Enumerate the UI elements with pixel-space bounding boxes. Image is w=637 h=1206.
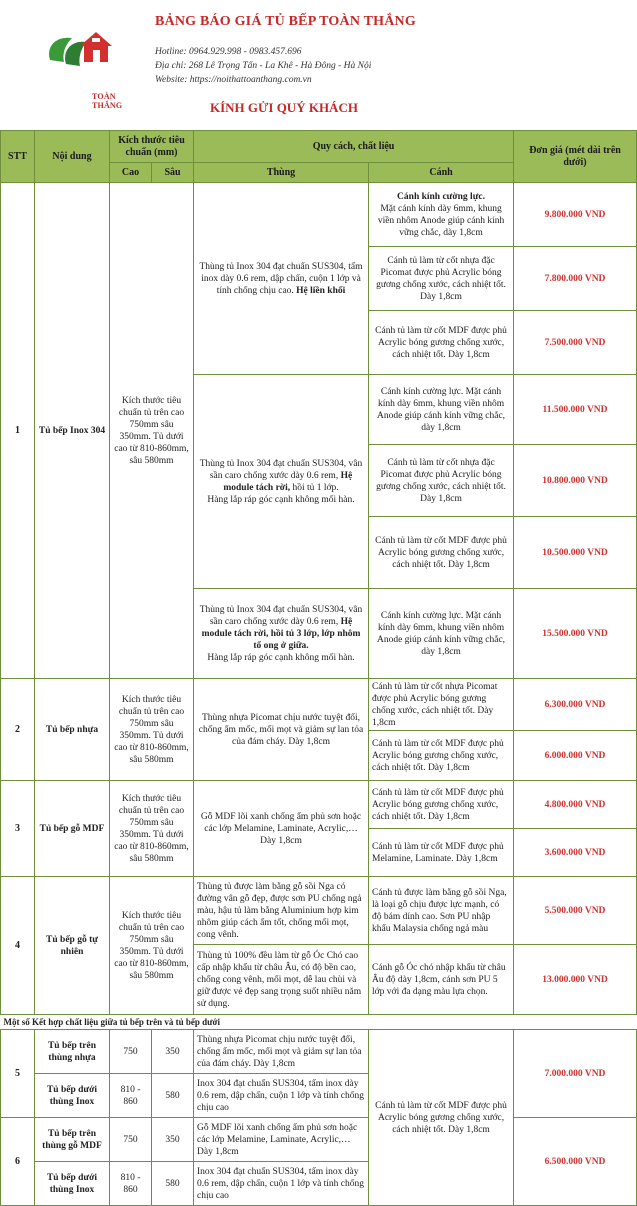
page-title: BẢNG BÁO GIÁ TỦ BẾP TOÀN THẮNG (155, 14, 416, 29)
row-price: 4.800.000 VND (514, 781, 637, 829)
row-body: Gỗ MDF lõi xanh chống ẩm phủ sơn hoặc các lớp Melamine, Laminate, Acrylic,… Dày 1,8cm (194, 781, 369, 877)
combo-title: Một số Kết hợp chất liệu giữa tủ bếp trên và tủ bếp dưới (3, 1017, 221, 1027)
header-content: Nội dung (35, 131, 110, 183)
row-door: Cánh gỗ Óc chó nhập khẩu từ châu Âu độ dày 1,8cm, cánh sơn PU 5 lớp với đa dạng màu lựa chọn. (369, 945, 514, 1015)
row-height: 750 (110, 1030, 152, 1074)
row-stt: 1 (1, 183, 35, 679)
row-body: Thùng tủ được làm bằng gỗ sồi Nga có đường vân gỗ đẹp, được sơn PU chống ngả màu, hậu tủ làm bằng Aluminium hợp kim nhôm giúp cách ẩm tốt, chống mối mọt, cong vênh. (194, 877, 369, 945)
row-door: Cánh tủ làm từ cốt MDF được phủ Melamine, Laminate. Dày 1,8cm (369, 829, 514, 877)
row-door: Cánh tủ được làm bằng gỗ sồi Nga, là loại gỗ chịu được lực mạnh, có độ bám dính cao. Sơn PU nhập khẩu Malaysia chống ngả màu (369, 877, 514, 945)
table-row (1, 1118, 637, 1162)
header-height: Cao (110, 163, 152, 183)
row-price: 7.800.000 VND (514, 247, 637, 311)
row-name: Tủ bếp nhựa (35, 679, 110, 781)
row-stt: 5 (1, 1030, 35, 1118)
row-stt: 3 (1, 781, 35, 877)
row-body: Inox 304 đạt chuẩn SUS304, tấm inox dày 0.6 rem, dập chấn, cuộn 1 lớp và tính chống chịu cao (194, 1162, 369, 1206)
row-door: Cánh kính cường lực. Mặt cánh kính dày 6mm, khung viền nhôm Anode giúp cánh kính vững chắc, dày 1,8cm (369, 183, 514, 247)
row-height: 750 (110, 1118, 152, 1162)
row-body: Thùng nhựa Picomat chịu nước tuyệt đối, chống ẩm mốc, mối mọt và giảm sự lan tỏa của đám cháy. Dày 1,8cm (194, 1030, 369, 1074)
row-price: 13.000.000 VND (514, 945, 637, 1015)
house-logo-icon (42, 24, 122, 70)
table-row (1, 183, 637, 247)
row-door: Cánh tủ làm từ cốt nhựa đặc Picomat được phủ Acrylic bóng gương chống xước, cách nhiệt tốt. Dày 1,8cm (369, 445, 514, 517)
header-stt: STT (1, 131, 35, 183)
row-name: Tủ bếp gỗ tự nhiên (35, 877, 110, 1015)
header-door: Cánh (369, 163, 514, 183)
header-price: Đơn giá (mét dài trên dưới) (514, 131, 637, 183)
row-height: 810 - 860 (110, 1074, 152, 1118)
logo-text: TOÀN THẮNG (92, 92, 123, 110)
row-name: Tủ bếp trên thùng gỗ MDF (35, 1118, 110, 1162)
row-door: Cánh tủ làm từ cốt nhựa đặc Picomat được phủ Acrylic bóng gương chống xước, cách nhiệt tốt. Dày 1,8cm (369, 247, 514, 311)
row-body: Inox 304 đạt chuẩn SUS304, tấm inox dày 0.6 rem, dập chấn, cuộn 1 lớp và tính chống chịu cao (194, 1074, 369, 1118)
row-body: Thùng tủ Inox 304 đạt chuẩn SUS304, vân sần caro chống xước dày 0.6 rem, Hệ module tách rời, hồi tủ 3 lớp, lớp nhôm tổ ong ở giữa. Hàng lắp ráp góc cạnh không mối hàn. (194, 589, 369, 679)
row-size: Kích thước tiêu chuẩn tủ trên cao 750mm sâu 350mm. Tủ dưới cao từ 810-860mm, sâu 580mm (110, 877, 194, 1015)
combo-door: Cánh tủ làm từ cốt MDF được phủ Acrylic bóng gương chống xước, cách nhiệt tốt. Dày 1,8cm (369, 1030, 514, 1206)
row-body: Gỗ MDF lõi xanh chống ẩm phủ sơn hoặc các lớp Melamine, Laminate, Acrylic,… Dày 1,8cm (194, 1118, 369, 1162)
row-stt: 2 (1, 679, 35, 781)
header-size: Kích thước tiêu chuẩn (mm) (110, 131, 194, 163)
row-price: 10.800.000 VND (514, 445, 637, 517)
row-body: Thùng tủ Inox 304 đạt chuẩn SUS304, tấm inox dày 0.6 rem, dập chấn, cuộn 1 lớp và tính chống chịu cao. Hệ liền khối (194, 183, 369, 375)
header-spec: Quy cách, chất liệu (194, 131, 514, 163)
row-height: 810 - 860 (110, 1162, 152, 1206)
row-body: Thùng tủ Inox 304 đạt chuẩn SUS304, vân sần caro chống xước dày 0.6 rem, Hệ module tách rời, hồi tủ 1 lớp. Hàng lắp ráp góc cạnh không mối hàn. (194, 375, 369, 589)
hotline: Hotline: 0964.929.998 - 0983.457.696 (155, 47, 302, 57)
table-row (1, 1030, 637, 1074)
row-depth: 350 (152, 1030, 194, 1074)
row-price: 10.500.000 VND (514, 517, 637, 589)
row-size: Kích thước tiêu chuẩn tủ trên cao 750mm sâu 350mm. Tủ dưới cao từ 810-860mm, sâu 580mm (110, 781, 194, 877)
row-price: 7.000.000 VND (514, 1030, 637, 1118)
row-door: Cánh tủ làm từ cốt nhựa Picomat được phủ Acrylic bóng gương chống xước, cách nhiệt tốt. Dày 1,8cm (369, 679, 514, 731)
row-name: Tủ bếp dưới thùng Inox (35, 1074, 110, 1118)
row-size: Kích thước tiêu chuẩn tủ trên cao 750mm sâu 350mm. Tủ dưới cao từ 810-860mm, sâu 580mm (110, 183, 194, 679)
header-depth: Sâu (152, 163, 194, 183)
website: Website: https://noithattoanthang.com.vn (155, 75, 312, 85)
row-name: Tủ bếp dưới thùng Inox (35, 1162, 110, 1206)
row-name: Tủ bếp gỗ MDF (35, 781, 110, 877)
table-row (1, 679, 637, 731)
row-door: Cánh tủ làm từ cốt MDF được phủ Acrylic bóng gương chống xước, cách nhiệt tốt. Dày 1,8cm (369, 517, 514, 589)
row-price: 9.800.000 VND (514, 183, 637, 247)
address: Địa chỉ: 268 Lê Trọng Tấn - La Khê - Hà Đông - Hà Nội (155, 61, 372, 71)
logo (42, 24, 123, 110)
row-door: Cánh kính cường lực. Mặt cánh kính dày 6mm, khung viền nhôm Anode giúp cánh kính vững chắc, dày 1,8cm (369, 589, 514, 679)
row-price: 5.500.000 VND (514, 877, 637, 945)
row-price: 6.000.000 VND (514, 731, 637, 781)
row-door: Cánh tủ làm từ cốt MDF được phủ Acrylic bóng gương chống xước, cách nhiệt tốt. Dày 1,8cm (369, 311, 514, 375)
row-price: 6.500.000 VND (514, 1118, 637, 1206)
row-door: Cánh kính cường lực. Mặt cánh kính dày 6mm, khung viền nhôm Anode giúp cánh kính vững chắc, dày 1,8cm (369, 375, 514, 445)
row-stt: 4 (1, 877, 35, 1015)
row-size: Kích thước tiêu chuẩn tủ trên cao 750mm sâu 350mm. Tủ dưới cao từ 810-860mm, sâu 580mm (110, 679, 194, 781)
row-depth: 350 (152, 1118, 194, 1162)
row-door: Cánh tủ làm từ cốt MDF được phủ Acrylic bóng gương chống xước, cách nhiệt tốt. Dày 1,8cm (369, 731, 514, 781)
row-body: Thùng nhựa Picomat chịu nước tuyệt đối, chống ẩm mốc, mối mọt và giảm sự lan tỏa của đám cháy. Dày 1,8cm (194, 679, 369, 781)
table-row (1, 877, 637, 945)
row-depth: 580 (152, 1162, 194, 1206)
row-price: 15.500.000 VND (514, 589, 637, 679)
combo-section-title (1, 1015, 637, 1030)
price-table (0, 130, 637, 1206)
greeting: KÍNH GỬI QUÝ KHÁCH (210, 100, 358, 115)
row-depth: 580 (152, 1074, 194, 1118)
row-price: 7.500.000 VND (514, 311, 637, 375)
row-door: Cánh tủ làm từ cốt MDF được phủ Acrylic bóng gương chống xước, cách nhiệt tốt. Dày 1,8cm (369, 781, 514, 829)
row-price: 11.500.000 VND (514, 375, 637, 445)
table-row (1, 781, 637, 829)
page-header (0, 0, 637, 130)
header-body: Thùng (194, 163, 369, 183)
row-name: Tủ bếp Inox 304 (35, 183, 110, 679)
row-price: 3.600.000 VND (514, 829, 637, 877)
row-price: 6.300.000 VND (514, 679, 637, 731)
row-stt: 6 (1, 1118, 35, 1206)
row-name: Tủ bếp trên thùng nhựa (35, 1030, 110, 1074)
row-body: Thùng tủ 100% đều làm từ gỗ Óc Chó cao cấp nhập khẩu từ châu Âu, có độ bền cao, chống cong vênh, mối mọt, dễ lau chùi và giữ được vẻ đẹp sang trọng suốt nhiều năm sử dụng. (194, 945, 369, 1015)
